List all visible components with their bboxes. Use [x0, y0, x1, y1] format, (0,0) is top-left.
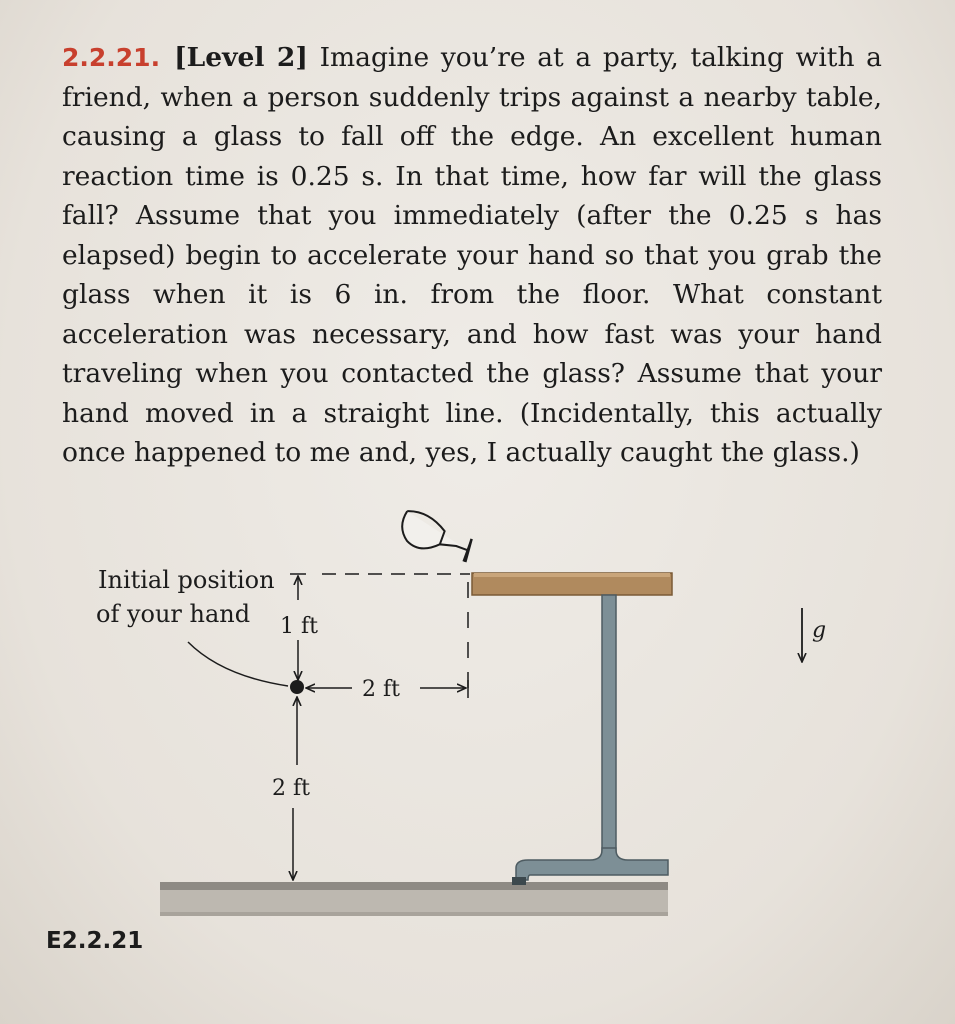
- gravity-label: g: [812, 618, 827, 643]
- floor: [160, 882, 668, 916]
- table-foot: [516, 848, 668, 880]
- wine-glass-icon: [396, 508, 476, 564]
- figure-caption: E2.2.21: [46, 928, 144, 954]
- dimension-2ft-vertical: [272, 697, 310, 880]
- dim-2ft-vertical-label: 2 ft: [272, 776, 310, 801]
- dim-1ft-label: 1 ft: [280, 614, 318, 639]
- problem-text: Imagine you’re at a party, talking with a friend, when a person suddenly trips against a nearby table, causing a glass to fall off the edge. An excellent human reaction time is 0.25 s. In that time, how far will the glass fall? Assume that you immediately (after the 0.25 s has elapsed) begin to accelerate your hand so that you grab the glass when it is 6 in. from the floor. What constant acceleration was necessary, and how fast was your hand traveling when you contacted the glass? Assume that your hand moved in a straight line. (Incidentally, this actually once happened to me and, yes, I actually caught the glass.): [62, 42, 882, 468]
- dimension-1ft: [280, 574, 318, 680]
- problem-number: 2.2.21.: [62, 43, 161, 72]
- problem-level: [Level 2]: [174, 42, 308, 73]
- table-leg: [602, 595, 616, 860]
- table: [472, 573, 672, 885]
- hand-position-dot: [290, 680, 304, 694]
- gravity-arrow: [802, 608, 826, 662]
- dimension-2ft-horizontal: [306, 677, 468, 702]
- dim-2ft-horizontal-label: 2 ft: [362, 677, 400, 702]
- initial-position-label-line1: Initial position: [98, 566, 275, 594]
- initial-position-label-line2: of your hand: [96, 600, 251, 628]
- label-leader-line: [188, 642, 288, 686]
